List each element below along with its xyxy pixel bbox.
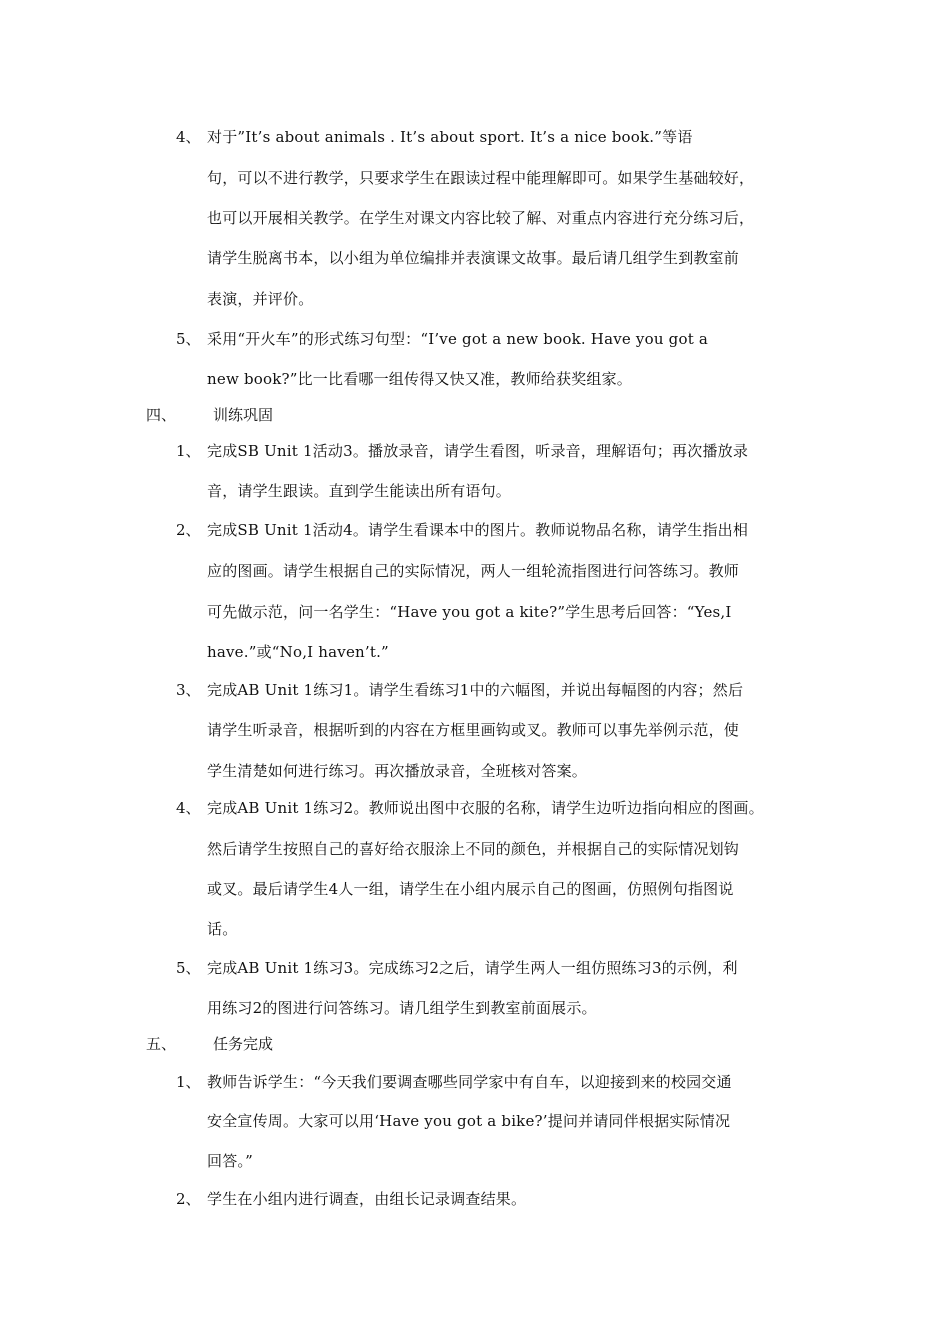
paragraph-line: 表演，并评价。 [207,290,314,308]
paragraph-line: 学生清楚如何进行练习。再次播放录音，全班核对答案。 [207,762,588,780]
list-number: 5、 [176,959,201,977]
paragraph-line: 完成AB Unit 1练习1。请学生看练习1中的六幅图，并说出每幅图的内容；然后 [207,681,744,699]
list-number: 1、 [176,1073,201,1091]
paragraph-line: 用练习2的图进行问答练习。请几组学生到教室前面展示。 [207,999,597,1017]
section-number: 五、 [146,1035,177,1053]
section-title: 训练巩固 [213,406,274,424]
paragraph-line: 请学生听录音，根据听到的内容在方框里画钩或叉。教师可以事先举例示范，使 [207,721,740,739]
paragraph-line: 请学生脱离书本，以小组为单位编排并表演课文故事。最后请几组学生到教室前 [207,249,740,267]
list-number: 4、 [176,128,201,146]
list-number: 1、 [176,442,201,460]
paragraph-line: 安全宣传周。大家可以用‘Have you got a bike?’提问并请同伴根据实际情况 [207,1112,731,1130]
list-number: 5、 [176,330,201,348]
paragraph-line: 完成AB Unit 1练习3。完成练习2之后，请学生两人一组仿照练习3的示例，利 [207,959,738,977]
paragraph-line: 学生在小组内进行调查，由组长记录调查结果。 [207,1190,527,1208]
paragraph-line: 然后请学生按照自己的喜好给衣服涂上不同的颜色，并根据自己的实际情况划钩 [207,840,740,858]
section-number: 四、 [146,406,177,424]
paragraph-line: 采用“开火车”的形式练习句型：“I’ve got a new book. Have you got a [207,330,709,348]
list-number: 4、 [176,799,201,817]
paragraph-line: 对于”It’s about animals . It’s about sport. It’s a nice book.”等语 [207,128,693,146]
paragraph-line: 回答。” [207,1152,253,1170]
paragraph-line: 话。 [207,920,238,938]
paragraph-line: 也可以开展相关教学。在学生对课文内容比较了解、对重点内容进行充分练习后， [207,209,755,227]
paragraph-line: 完成AB Unit 1练习2。教师说出图中衣服的名称，请学生边听边指向相应的图画。 [207,799,764,817]
section-title: 任务完成 [213,1035,274,1053]
paragraph-line: 音，请学生跟读。直到学生能读出所有语句。 [207,482,512,500]
paragraph-line: 可先做示范，问一名学生：“Have you got a kite?”学生思考后回答：“Yes,I [207,603,732,621]
paragraph-line: 应的图画。请学生根据自己的实际情况，两人一组轮流指图进行问答练习。教师 [207,562,740,580]
paragraph-line: 或叉。最后请学生4人一组，请学生在小组内展示自己的图画，仿照例句指图说 [207,880,734,898]
paragraph-line: 句，可以不进行教学，只要求学生在跟读过程中能理解即可。如果学生基础较好， [207,169,755,187]
paragraph-line: 教师告诉学生：“今天我们要调查哪些同学家中有自车，以迎接到来的校园交通 [207,1073,732,1091]
list-number: 2、 [176,521,201,539]
paragraph-line: 完成SB Unit 1活动4。请学生看课本中的图片。教师说物品名称，请学生指出相 [207,521,749,539]
paragraph-line: have.”或“No,I haven’t.” [207,643,389,661]
list-number: 3、 [176,681,201,699]
paragraph-line: 完成SB Unit 1活动3。播放录音，请学生看图，听录音，理解语句；再次播放录 [207,442,749,460]
paragraph-line: new book?”比一比看哪一组传得又快又准，教师给获奖组家。 [207,370,633,388]
list-number: 2、 [176,1190,201,1208]
